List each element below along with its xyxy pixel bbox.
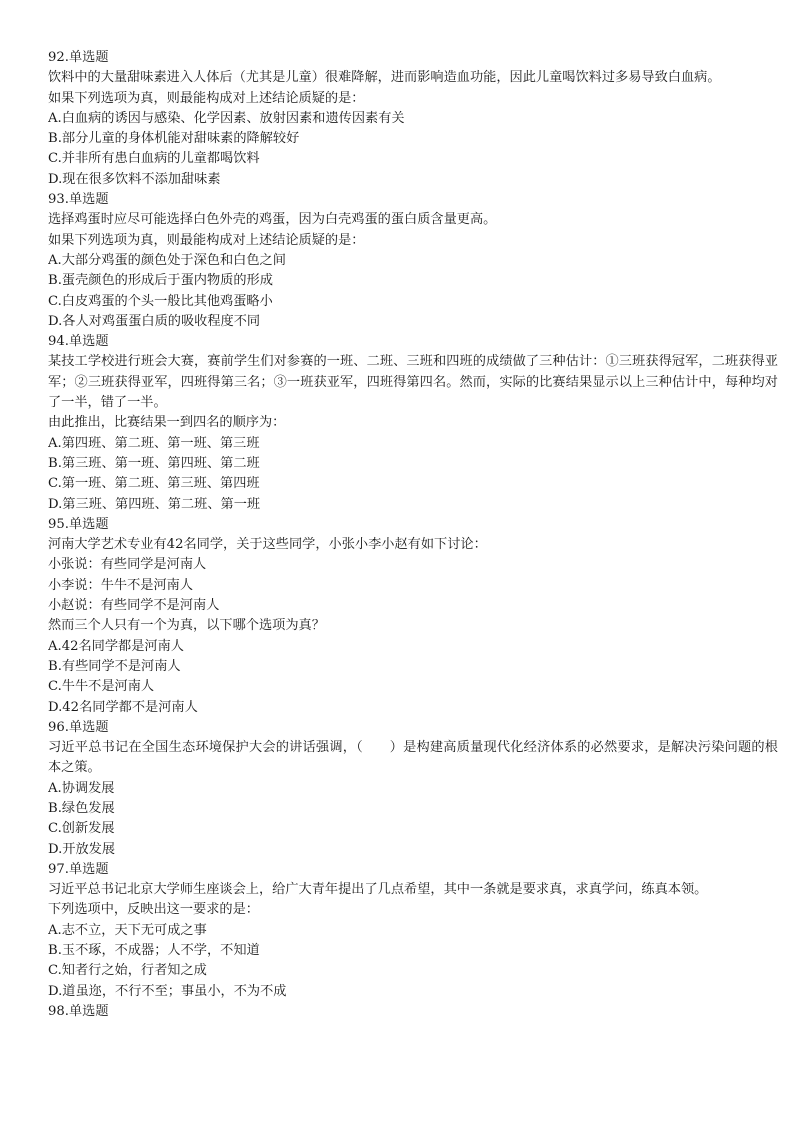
statement-zhao: 小赵说：有些同学不是河南人 (48, 598, 220, 614)
option-a: A.白血病的诱因与感染、化学因素、放射因素和遗传因素有关 (48, 110, 405, 126)
option-c: C.第一班、第二班、第三班、第四班 (48, 476, 260, 492)
question-prompt: 然而三个人只有一个为真，以下哪个选项为真？ (48, 618, 325, 634)
question-stem: 饮料中的大量甜味素进入人体后（尤其是儿童）很难降解，进而影响造血功能，因此儿童喝饮料过多易导致白血病。 (48, 70, 721, 86)
option-d: D.各人对鸡蛋蛋白质的吸收程度不同 (48, 313, 261, 329)
option-d: D.第三班、第四班、第二班、第一班 (48, 496, 261, 512)
option-c: C.并非所有患白血病的儿童都喝饮料 (48, 151, 260, 167)
option-a: A.第四班、第二班、第一班、第三班 (48, 435, 260, 451)
option-a: A.大部分鸡蛋的颜色处于深色和白色之间 (48, 252, 286, 268)
exam-document (48, 48, 778, 1022)
option-b: B.有些同学不是河南人 (48, 658, 181, 674)
option-c: C.牛牛不是河南人 (48, 679, 155, 695)
question-prompt: 下列选项中，反映出这一要求的是： (48, 902, 259, 918)
option-d: D.42名同学都不是河南人 (48, 699, 198, 715)
statement-zhang: 小张说：有些同学是河南人 (48, 557, 207, 573)
option-c: C.白皮鸡蛋的个头一般比其他鸡蛋略小 (48, 293, 273, 309)
option-a: A.志不立，天下无可成之事 (48, 922, 207, 938)
option-b: B.蛋壳颜色的形成后于蛋内物质的形成 (48, 273, 273, 289)
question-number: 94.单选题 (48, 334, 109, 350)
question-stem: 某技工学校进行班会大赛，赛前学生们对参赛的一班、二班、三班和四班的成绩做了三种估计：①三班获得冠军，二班获得亚军；②三班获得亚军，四班得第三名；③一班获亚军，四班得第四名。然而，实际的比赛结果显示以上三种估计中，每种均对了一半，错了一半。 (48, 354, 778, 411)
option-b: B.绿色发展 (48, 800, 115, 816)
statement-li: 小李说：牛牛不是河南人 (48, 577, 194, 593)
option-a: A.协调发展 (48, 780, 115, 796)
option-b: B.部分儿童的身体机能对甜味素的降解较好 (48, 131, 300, 147)
option-b: B.第三班、第一班、第四班、第二班 (48, 455, 260, 471)
question-prompt: 由此推出，比赛结果一到四名的顺序为： (48, 415, 286, 431)
question-number: 97.单选题 (48, 861, 109, 877)
option-d: D.现在很多饮料不添加甜味素 (48, 171, 221, 187)
question-number: 98.单选题 (48, 1003, 109, 1019)
question-prompt: 如果下列选项为真，则最能构成对上述结论质疑的是： (48, 90, 365, 106)
question-number: 96.单选题 (48, 719, 109, 735)
option-d: D.道虽迩，不行不至；事虽小，不为不成 (48, 983, 287, 999)
option-c: C.创新发展 (48, 821, 115, 837)
question-number: 93.单选题 (48, 192, 109, 208)
question-stem: 河南大学艺术专业有42名同学，关于这些同学，小张小李小赵有如下讨论： (48, 537, 487, 553)
question-stem: 习近平总书记在全国生态环境保护大会的讲话强调，（ ）是构建高质量现代化经济体系的必然要求，是解决污染问题的根本之策。 (48, 740, 778, 776)
question-number: 92.单选题 (48, 50, 109, 65)
question-prompt: 如果下列选项为真，则最能构成对上述结论质疑的是： (48, 232, 365, 248)
option-b: B.玉不琢，不成器；人不学，不知道 (48, 943, 260, 959)
question-stem: 选择鸡蛋时应尽可能选择白色外壳的鸡蛋，因为白壳鸡蛋的蛋白质含量更高。 (48, 212, 497, 228)
option-c: C.知者行之始，行者知之成 (48, 963, 207, 979)
question-number: 95.单选题 (48, 516, 109, 532)
option-d: D.开放发展 (48, 841, 116, 857)
option-a: A.42名同学都是河南人 (48, 638, 184, 654)
question-stem: 习近平总书记北京大学师生座谈会上，给广大青年提出了几点希望，其中一条就是要求真，求真学问，练真本领。 (48, 882, 708, 898)
